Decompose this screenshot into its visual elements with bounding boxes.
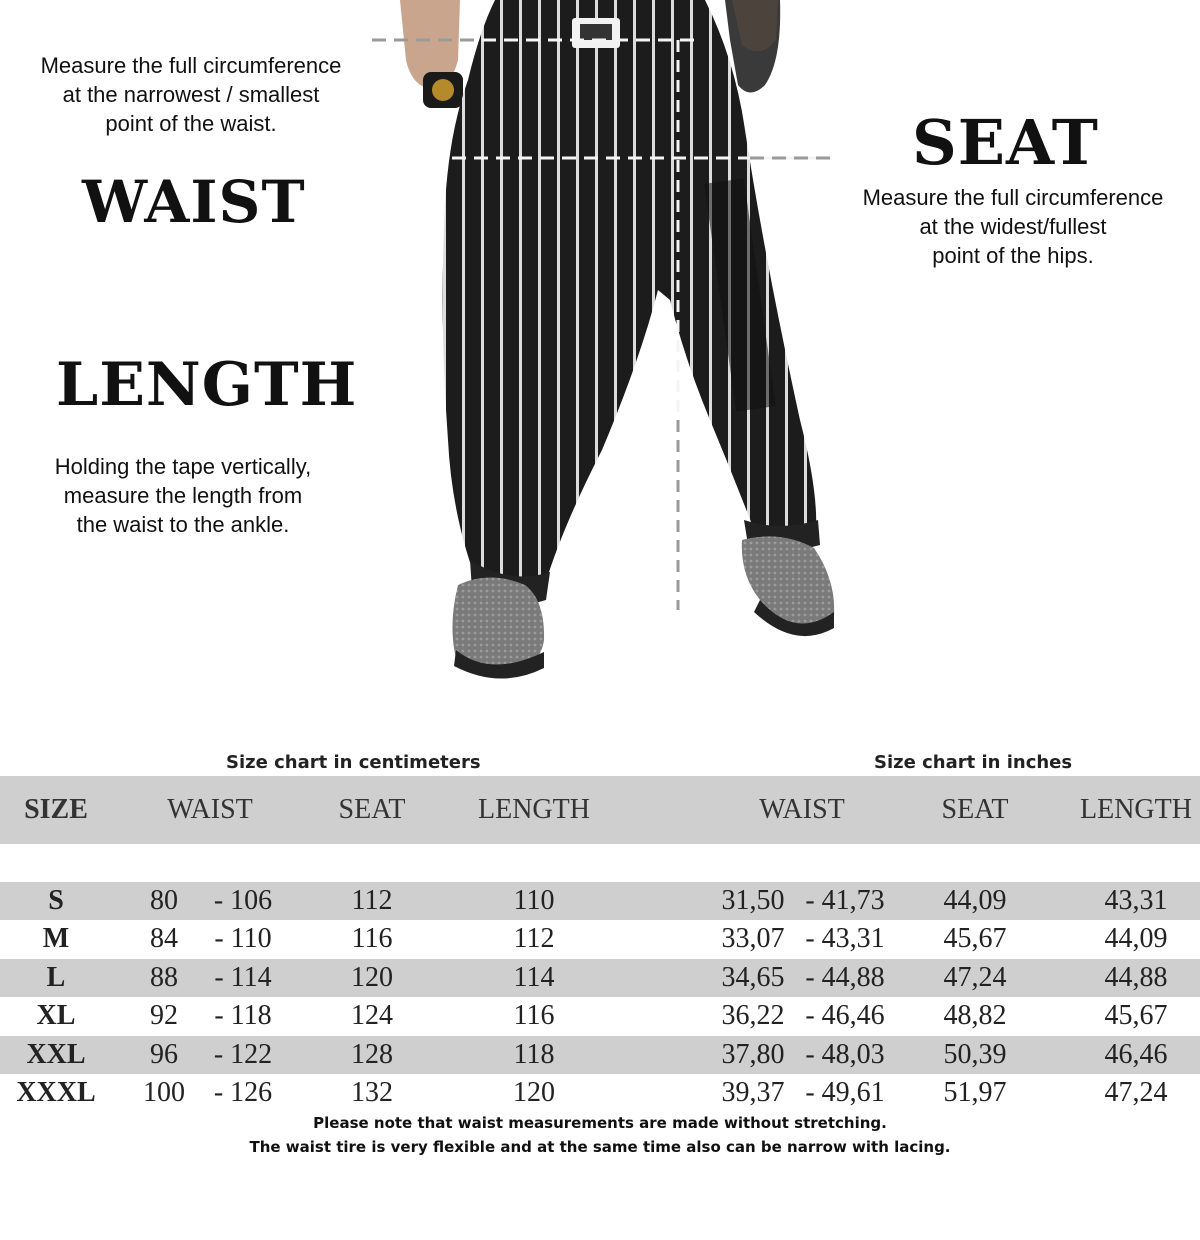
row-waist-in-min: 33,07	[721, 923, 785, 955]
row-waist-in-min: 39,37	[721, 1077, 785, 1108]
row-length-in: 46,46	[1104, 1038, 1168, 1070]
row-length-in: 45,67	[1104, 1000, 1168, 1032]
seat-heading: SEAT	[912, 106, 1099, 179]
waist-line-2: at the narrowest / smallest	[62, 82, 320, 107]
row-length-cm: 110	[513, 885, 555, 916]
seat-line-3: point of the hips.	[932, 243, 1094, 268]
header-waist-cm: WAIST	[167, 794, 253, 825]
header-seat-in: SEAT	[941, 794, 1009, 825]
row-seat-in: 47,24	[943, 961, 1007, 993]
waist-heading: WAIST	[82, 168, 306, 236]
chart-title-in: Size chart in inches	[874, 752, 1073, 773]
row-waist-cm-min: 84	[150, 923, 178, 955]
row-seat-cm: 116	[351, 923, 393, 955]
row-seat-cm: 128	[351, 1038, 393, 1070]
row-seat-cm: 132	[351, 1077, 393, 1108]
chart-title-cm: Size chart in centimeters	[226, 752, 481, 773]
header-waist-in: WAIST	[759, 794, 845, 825]
length-line-2: measure the length from	[63, 483, 303, 508]
row-length-in: 43,31	[1104, 885, 1168, 916]
row-length-in: 44,09	[1104, 923, 1168, 955]
row-waist-in-min: 36,22	[721, 1000, 785, 1032]
waist-line-1: Measure the full circumference	[40, 53, 342, 78]
row-waist-cm-max: - 114	[214, 961, 272, 993]
length-line-3: the waist to the ankle.	[76, 512, 290, 537]
row-size: XXL	[26, 1038, 86, 1070]
row-seat-in: 51,97	[943, 1077, 1007, 1108]
row-length-cm: 114	[513, 961, 555, 993]
row-waist-in-max: - 43,31	[805, 923, 885, 955]
pants-illustration	[340, 0, 860, 700]
row-waist-cm-min: 92	[150, 1000, 178, 1032]
header-seat-cm: SEAT	[338, 794, 406, 825]
seat-line-2: at the widest/fullest	[919, 214, 1107, 239]
row-band	[0, 1036, 1200, 1074]
row-size: S	[48, 885, 64, 916]
row-size: M	[42, 923, 70, 955]
note-stretching: Please note that waist measurements are made without stretching.	[313, 1114, 887, 1132]
row-size: L	[46, 961, 66, 993]
row-waist-cm-max: - 110	[214, 923, 272, 955]
row-seat-in: 50,39	[943, 1038, 1007, 1070]
header-length-cm: LENGTH	[478, 794, 590, 825]
row-length-cm: 118	[513, 1038, 555, 1070]
length-heading: LENGTH	[56, 350, 358, 420]
row-waist-in-max: - 48,03	[805, 1038, 885, 1070]
length-line-1: Holding the tape vertically,	[54, 454, 312, 479]
seat-line-1: Measure the full circumference	[862, 185, 1164, 210]
row-length-in: 47,24	[1104, 1077, 1168, 1108]
row-length-cm: 116	[513, 1000, 555, 1032]
row-waist-cm-min: 96	[150, 1038, 178, 1070]
row-waist-cm-max: - 126	[213, 1077, 273, 1108]
row-seat-in: 45,67	[943, 923, 1007, 955]
row-band	[0, 959, 1200, 997]
row-length-cm: 120	[513, 1077, 555, 1108]
row-size: XL	[36, 1000, 76, 1032]
row-length-in: 44,88	[1104, 961, 1168, 993]
row-waist-cm-max: - 122	[213, 1038, 273, 1070]
row-waist-in-min: 37,80	[721, 1038, 785, 1070]
seat-description	[826, 183, 1200, 270]
row-waist-in-max: - 49,61	[805, 1077, 885, 1108]
row-waist-cm-max: - 106	[213, 885, 273, 916]
row-seat-in: 48,82	[943, 1000, 1007, 1032]
row-waist-in-max: - 46,46	[805, 1000, 885, 1032]
row-waist-cm-max: - 118	[214, 1000, 272, 1032]
right-shoe	[742, 536, 834, 630]
row-waist-cm-min: 80	[150, 885, 178, 916]
row-seat-in: 44,09	[943, 885, 1007, 916]
row-waist-cm-min: 88	[150, 961, 178, 993]
waist-line-3: point of the waist.	[105, 111, 277, 136]
row-seat-cm: 120	[351, 961, 393, 993]
row-waist-in-min: 34,65	[721, 961, 785, 993]
row-waist-in-min: 31,50	[721, 885, 785, 916]
length-description	[0, 452, 366, 539]
header-length-in: LENGTH	[1080, 794, 1192, 825]
row-seat-cm: 112	[351, 885, 393, 916]
waist-description	[0, 51, 382, 138]
row-band	[0, 882, 1200, 920]
row-seat-cm: 124	[351, 1000, 393, 1032]
row-waist-in-max: - 41,73	[805, 885, 885, 916]
row-waist-cm-min: 100	[143, 1077, 185, 1108]
note-lacing: The waist tire is very flexible and at the same time also can be narrow with lacing.	[249, 1138, 951, 1156]
row-length-cm: 112	[513, 923, 555, 955]
row-waist-in-max: - 44,88	[805, 961, 885, 993]
row-size: XXXL	[16, 1077, 96, 1108]
header-size: SIZE	[24, 794, 88, 825]
